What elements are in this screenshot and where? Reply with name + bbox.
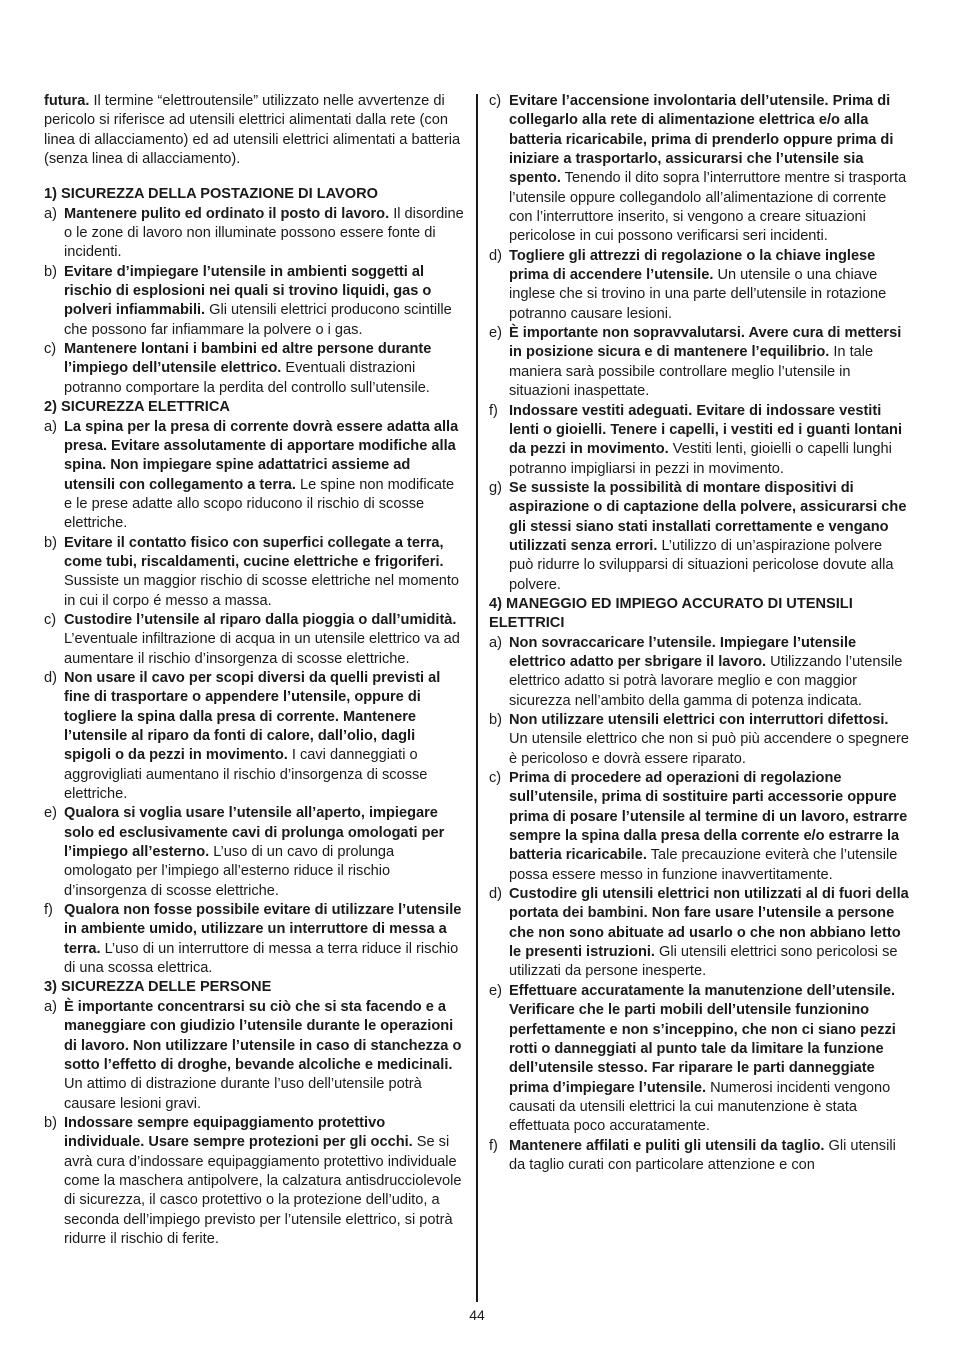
list-item-text: Tenendo il dito sopra l’interruttore mentre si trasporta l’utensile oppure collegandolo all’alimentazione di corrente con l’interruttore inserito, si vengono a creare situazioni pericolose in cui possono verificarsi seri incidenti. — [509, 170, 907, 245]
list-item-label: d) — [44, 669, 57, 686]
list-item-bold-text: Togliere gli attrezzi di regolazione o la chiave inglese prima di accendere l’utensile. — [509, 247, 876, 284]
list-item-bold-text: Custodire l’utensile al riparo dalla pioggia o dall’umidità. — [64, 611, 457, 628]
list-item-bold-text: Non utilizzare utensili elettrici con interruttori difettosi. — [509, 712, 889, 728]
list-item-text: L’utilizzo di un’aspirazione polvere può ridurre lo svilupparsi di situazioni pericolose dovute alla polvere. — [509, 537, 894, 593]
list-item-bold-text: Prima di procedere ad operazioni di regolazione sull’utensile, prima di sostituire parti accessorie oppure prima di posare l’utensile al termine di un lavoro, estrarre sempre la spina dalla presa della corrente e/o estrarre la batteria ricaricabile. — [509, 770, 908, 864]
list-item-bold-text: Mantenere affilati e puliti gli utensili da taglio. — [509, 1137, 825, 1154]
intro-paragraph: futura. Il termine “elettroutensile” utilizzato nelle avvertenze di pericolo si riferisce ad utensili elettrici alimentati dalla rete (con linea di allacciamento) ed ad utensili elettrici alimentati a batteria (senza linea di allacciamento). — [44, 93, 461, 168]
list-item — [489, 479, 910, 595]
list-item-label: a) — [44, 998, 57, 1015]
list-item — [489, 324, 910, 401]
list-item-label: g) — [489, 479, 502, 496]
section-heading: 2) SICUREZZA ELETTRICA — [44, 399, 230, 416]
list-item — [44, 1114, 465, 1249]
list-item-text: Un utensile elettrico che non si può più accendere o spegnere è pericoloso e dovrà essere riparato. — [509, 731, 909, 767]
list-item-label: e) — [489, 325, 502, 342]
list-item-text: Utilizzando l’utensile elettrico adatto si potrà lavorare meglio e con maggior sicurezza nell’ambito della gamma di potenza indicata. — [509, 653, 903, 709]
list-item-label: b) — [489, 712, 502, 728]
list-item — [44, 205, 465, 263]
list-item — [489, 982, 910, 1137]
left-column — [44, 92, 465, 1249]
list-item-bold-text: È importante concentrarsi su ciò che si sta facendo e a maneggiare con giudizio l’utensile durante le operazioni di lavoro. Non utilizzare l’utensile in caso di stanchezza o sotto l’effetto di droghe, bevande alcoliche e medicinali. — [64, 998, 462, 1073]
list-item-text: In tale maniera sarà possibile controllare meglio l’utensile in situazioni inaspettate. — [509, 344, 874, 400]
list-item-text: Vestiti lenti, gioielli o capelli lunghi potranno impigliarsi in pezzi in movimento. — [509, 441, 892, 477]
list-item-bold-text: Mantenere lontani i bambini ed altre persone durante l’impiego dell’utensile elettrico. — [64, 341, 432, 377]
list-item — [489, 769, 910, 885]
list-item — [44, 804, 465, 901]
section — [44, 185, 465, 398]
section — [489, 595, 910, 1175]
list-item-label: b) — [44, 534, 57, 551]
list-item — [44, 998, 465, 1114]
list-item-text: Eventuali distrazioni potranno comportare la perdita del controllo sull’utensile. — [64, 360, 430, 396]
section-heading: 3) SICUREZZA DELLE PERSONE — [44, 979, 272, 996]
list-item — [489, 92, 910, 247]
section-heading: 1) SICUREZZA DELLA POSTAZIONE DI LAVORO — [44, 186, 379, 203]
right-column — [489, 92, 910, 1175]
section — [44, 398, 465, 978]
list-item — [44, 669, 465, 804]
list-item-text: Un attimo di distrazione durante l’uso dell’utensile potrà causare lesioni gravi. — [64, 1076, 422, 1112]
list-item-label: f) — [44, 902, 53, 919]
list-item-text: L’uso di un interruttore di messa a terra riduce il rischio di una scossa elettrica. — [64, 940, 459, 977]
list-item-label: a) — [44, 205, 57, 222]
list-item-text: L’eventuale infiltrazione di acqua in un utensile elettrico va ad aumentare il rischio d’insorgenza di scosse elettriche. — [64, 631, 460, 667]
list-item — [44, 901, 465, 978]
list-item-bold-text: La spina per la presa di corrente dovrà essere adatta alla presa. Evitare assolutamente di apportare modifiche alla spina. Non impiegare spine adattatrici assieme ad utensili con collegamento a terra. — [64, 418, 459, 493]
page-number: 44 — [469, 1307, 485, 1323]
list-item-bold-text: Indossare vestiti adeguati. Evitare di indossare vestiti lenti o gioielli. Tenere i capelli, i vestiti ed i guanti lontani da pezzi in movimento. — [509, 402, 903, 458]
list-item-bold-text: È importante non sopravvalutarsi. Avere cura di mettersi in posizione sicura e di mantenere l’equilibrio. — [509, 325, 902, 361]
list-item — [489, 1137, 910, 1176]
list-item-bold-text: Effettuare accuratamente la manutenzione dell’utensile. Verificare che le parti mobili dell’utensile funzionino perfettamente e non s’inceppino, che non ci siano pezzi rotti o danneggiati al punto tale da limitare la funzione dell’utensile stesso. Far riparare le parti danneggiate prima d’impiegare l’utensile. — [509, 982, 896, 1096]
list-item-text: Numerosi incidenti vengono causati da utensili elettrici la cui manutenzione è stata effettuata poco accuratamente. — [509, 1079, 891, 1135]
list-item-label: c) — [44, 611, 57, 628]
list-item-label: f) — [489, 1137, 498, 1154]
list-item-label: c) — [489, 770, 502, 787]
list-item-text: Il disordine o le zone di lavoro non illuminate possono essere fonte di incidenti. — [64, 205, 464, 261]
list-item-bold-text: Qualora si voglia usare l’utensile all’aperto, impiegare solo ed esclusivamente cavi di prolunga omologati per l’impiego all’esterno. — [64, 805, 445, 861]
list-item — [489, 247, 910, 324]
list-item-text: Sussiste un maggior rischio di scosse elettriche nel momento in cui il corpo é messo a massa. — [64, 573, 460, 609]
list-item — [489, 634, 910, 711]
list-item-text: L’uso di un cavo di prolunga omologato per l’impiego all’esterno riduce il rischio d’insorgenza di scosse elettriche. — [64, 844, 395, 899]
list-item-bold-text: Non usare il cavo per scopi diversi da quelli previsti al fine di trasportare o appendere l’utensile, oppure di togliere la spina dalla presa di corrente. Mantenere l’utensile al riparo da fonti di calore, dall’olio, dagli spigoli o da pezzi in movimento. — [64, 669, 441, 764]
section-heading: 4) MANEGGIO ED IMPIEGO ACCURATO DI UTENSILI ELETTRICI — [489, 595, 853, 632]
list-item — [489, 402, 910, 479]
column-divider — [476, 94, 478, 1302]
list-item — [44, 418, 465, 534]
list-item — [489, 885, 910, 982]
list-item-text: I cavi danneggiati o aggrovigliati aumentano il rischio d’insorgenza di scosse elettriche. — [64, 747, 428, 803]
list-item — [44, 611, 465, 669]
list-item-bold-text: Evitare d’impiegare l’utensile in ambienti soggetti al rischio di esplosioni nei quali si trovino liquidi, gas o polveri infiammabili. — [64, 263, 432, 319]
list-item-label: e) — [489, 982, 502, 999]
list-item-bold-text: Indossare sempre equipaggiamento protettivo individuale. Usare sempre protezioni per gli occhi. — [64, 1114, 413, 1151]
list-item — [44, 534, 465, 611]
list-item-bold-text: Mantenere pulito ed ordinato il posto di lavoro. — [64, 205, 390, 222]
list-item-text: Se si avrà cura d’indossare equipaggiamento protettivo individuale come la maschera antipolvere, la calzatura antisdrucciolevole di sicurezza, il casco protettivo o la protezione dell’udito, a seconda dell’impiego previsto per l’utensile elettrico, si potrà ridurre il rischio di ferite. — [64, 1134, 462, 1247]
list-item-text: Gli utensili elettrici producono scintille che possono far infiammare la polvere o i gas. — [64, 302, 452, 338]
list-item-text: Le spine non modificate e le prese adatte allo scopo riducono il rischio di scosse elettriche. — [64, 476, 455, 532]
list-item-label: e) — [44, 805, 57, 822]
list-item-label: d) — [489, 886, 502, 903]
list-item-bold-text: Non sovraccaricare l’utensile. Impiegare l’utensile elettrico adatto per sbrigare il lavoro. — [509, 634, 857, 670]
list-item-label: a) — [44, 418, 57, 435]
list-item-bold-text: Se sussiste la possibilità di montare dispositivi di aspirazione o di captazione della polvere, assicurarsi che gli stessi siano stati installati correttamente e vengano utilizzati senza errori. — [509, 479, 907, 554]
list-item-label: c) — [489, 93, 502, 109]
list-item-bold-text: Evitare l’accensione involontaria dell’utensile. Prima di collegarlo alla rete di alimentazione elettrica e/o alla batteria ricaricabile, prima di prenderlo oppure prima di iniziare a trasportarlo, assicurarsi che l’utensile sia spento. — [509, 93, 894, 187]
section — [489, 92, 910, 595]
list-item-text: Tale precauzione eviterà che l’utensile possa essere messo in funzione inavvertitamente. — [509, 847, 898, 883]
section — [44, 978, 465, 1249]
list-item-label: c) — [44, 341, 57, 358]
list-item-label: b) — [44, 263, 57, 280]
list-item-bold-text: Custodire gli utensili elettrici non utilizzati al di fuori della portata dei bambini. Non fare usare l’utensile a persone che non sono abituate ad usarlo o che non abbiano letto le presenti istruzioni. — [509, 886, 909, 961]
list-item-text: Gli utensili da taglio curati con particolare attenzione e con — [509, 1137, 896, 1173]
list-item-bold-text: Evitare il contatto fisico con superfici collegate a terra, come tubi, riscaldamenti, cucine elettriche e frigoriferi. — [64, 534, 444, 570]
list-item — [44, 263, 465, 340]
list-item-label: f) — [489, 402, 498, 419]
list-item-bold-text: Qualora non fosse possibile evitare di utilizzare l’utensile in ambiente umido, utilizzare un interruttore di messa a terra. — [64, 902, 462, 957]
list-item-label: b) — [44, 1114, 57, 1131]
list-item-label: a) — [489, 634, 502, 651]
list-item — [44, 340, 465, 398]
list-item — [489, 711, 910, 769]
list-item-label: d) — [489, 247, 502, 264]
list-item-text: Un utensile o una chiave inglese che si trovino in una parte dell’utensile in rotazione potranno causare lesioni. — [509, 267, 887, 322]
list-item-text: Gli utensili elettrici sono pericolosi se utilizzati da persone inesperte. — [509, 944, 898, 980]
